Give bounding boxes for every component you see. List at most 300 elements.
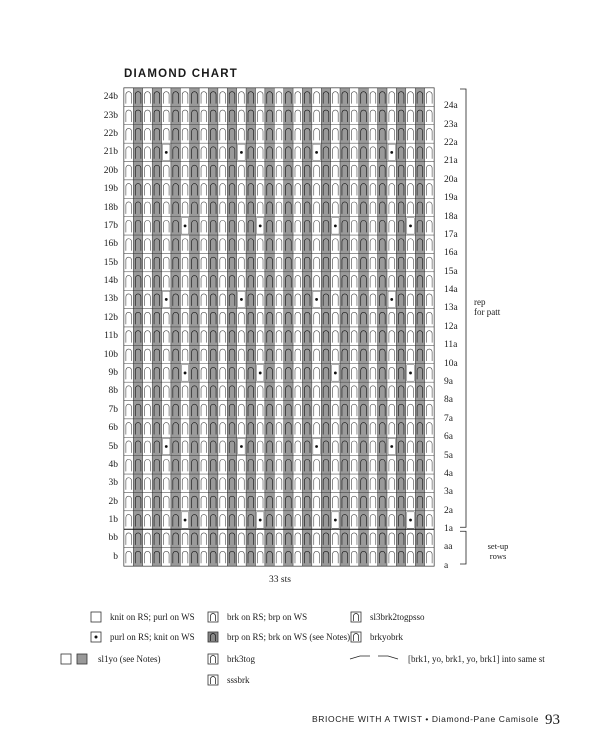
row-label-right: 18a xyxy=(444,211,458,222)
chart-cell xyxy=(396,456,405,474)
chart-cell xyxy=(349,419,358,437)
chart-cell xyxy=(124,290,133,308)
chart-cell xyxy=(209,548,218,566)
chart-cell xyxy=(368,88,377,106)
chart-cell xyxy=(312,235,321,253)
chart-cell xyxy=(246,106,255,124)
chart-cell xyxy=(425,309,434,327)
chart-cell xyxy=(425,327,434,345)
chart-cell xyxy=(171,419,180,437)
chart-cell xyxy=(218,364,227,382)
chart-cell xyxy=(406,253,415,271)
chart-cell xyxy=(340,474,349,492)
chart-cell xyxy=(209,511,218,529)
chart-cell xyxy=(321,382,330,400)
chart-cell xyxy=(171,456,180,474)
purl-dot-mark xyxy=(240,298,243,301)
chart-cell xyxy=(340,253,349,271)
chart-cell xyxy=(218,290,227,308)
chart-cell xyxy=(302,345,311,363)
chart-cell xyxy=(237,272,246,290)
chart-cell xyxy=(218,437,227,455)
chart-cell xyxy=(368,180,377,198)
chart-cell xyxy=(143,401,152,419)
chart-cell xyxy=(227,401,236,419)
chart-cell xyxy=(284,419,293,437)
chart-cell xyxy=(284,106,293,124)
chart-cell xyxy=(133,474,142,492)
chart-cell xyxy=(274,345,283,363)
chart-cell xyxy=(340,401,349,419)
chart-cell xyxy=(265,382,274,400)
chart-cell xyxy=(180,309,189,327)
chart-cell xyxy=(274,88,283,106)
chart-cell xyxy=(246,382,255,400)
chart-cell xyxy=(227,162,236,180)
chart-cell xyxy=(359,382,368,400)
chart-cell xyxy=(312,456,321,474)
chart-cell xyxy=(246,253,255,271)
chart-cell xyxy=(387,419,396,437)
chart-cell xyxy=(284,401,293,419)
chart-cell xyxy=(124,382,133,400)
chart-cell xyxy=(143,437,152,455)
chart-cell xyxy=(378,180,387,198)
chart-cell xyxy=(199,529,208,547)
bracket-5-icon xyxy=(348,653,400,665)
chart-cell xyxy=(162,106,171,124)
chart-cell xyxy=(227,327,236,345)
chart-cell xyxy=(162,364,171,382)
chart-cell xyxy=(340,180,349,198)
row-label-right: 11a xyxy=(444,340,458,351)
chart-cell xyxy=(284,548,293,566)
chart-cell xyxy=(190,345,199,363)
chart-cell xyxy=(237,106,246,124)
chart-cell xyxy=(256,419,265,437)
chart-cell xyxy=(265,106,274,124)
chart-cell xyxy=(274,253,283,271)
chart-cell xyxy=(425,235,434,253)
chart-cell xyxy=(133,401,142,419)
row-label-right: 13a xyxy=(444,303,458,314)
chart-cell xyxy=(312,327,321,345)
chart-cell xyxy=(368,217,377,235)
chart-cell xyxy=(378,382,387,400)
chart-cell xyxy=(171,162,180,180)
chart-cell xyxy=(293,162,302,180)
chart-cell xyxy=(180,345,189,363)
chart-cell xyxy=(378,106,387,124)
chart-cell xyxy=(321,253,330,271)
chart-cell xyxy=(227,511,236,529)
chart-cell xyxy=(387,364,396,382)
chart-cell xyxy=(180,401,189,419)
row-label-right: 12a xyxy=(444,321,458,332)
chart-cell xyxy=(302,143,311,161)
chart-cell xyxy=(199,456,208,474)
chart-cell xyxy=(171,290,180,308)
chart-cell xyxy=(152,529,161,547)
chart-cell xyxy=(227,235,236,253)
row-label-left: b xyxy=(113,551,118,562)
chart-cell xyxy=(190,437,199,455)
chart-cell xyxy=(359,548,368,566)
chart-cell xyxy=(302,217,311,235)
row-label-left: bb xyxy=(108,533,118,544)
chart-cell xyxy=(359,180,368,198)
chart-cell xyxy=(349,253,358,271)
legend-text: brkyobrk xyxy=(370,632,403,642)
chart-cell xyxy=(274,235,283,253)
chart-cell xyxy=(284,492,293,510)
chart-cell xyxy=(265,198,274,216)
chart-cell xyxy=(302,401,311,419)
chart-cell xyxy=(359,143,368,161)
chart-cell xyxy=(124,511,133,529)
chart-cell xyxy=(180,272,189,290)
page-number: 93 xyxy=(545,712,560,728)
chart-cell xyxy=(218,162,227,180)
chart-cell xyxy=(152,180,161,198)
chart-cell xyxy=(406,88,415,106)
row-label-left: 11b xyxy=(104,331,118,342)
chart-cell xyxy=(162,272,171,290)
chart-cell xyxy=(162,529,171,547)
chart-cell xyxy=(396,180,405,198)
chart-cell xyxy=(227,143,236,161)
chart-cell xyxy=(293,401,302,419)
chart-cell xyxy=(415,437,424,455)
chart-cell xyxy=(143,419,152,437)
chart-cell xyxy=(124,309,133,327)
chart-cell xyxy=(368,456,377,474)
chart-cell xyxy=(237,548,246,566)
chart-cell xyxy=(331,88,340,106)
chart-cell xyxy=(302,529,311,547)
row-label-right: 15a xyxy=(444,266,458,277)
chart-cell xyxy=(180,143,189,161)
chart-cell xyxy=(152,272,161,290)
row-label-left: 24b xyxy=(103,92,118,103)
rep-label-line: for patt xyxy=(474,307,501,317)
chart-cell xyxy=(312,180,321,198)
chart-cell xyxy=(321,180,330,198)
legend-text: sl1yo (see Notes) xyxy=(98,654,161,664)
chart-cell xyxy=(396,327,405,345)
chart-cell xyxy=(425,290,434,308)
chart-cell xyxy=(340,419,349,437)
sssbrk-icon xyxy=(207,674,221,686)
chart-cell xyxy=(378,419,387,437)
chart-cell xyxy=(265,437,274,455)
chart-cell xyxy=(190,217,199,235)
chart-cell xyxy=(218,88,227,106)
chart-cell xyxy=(133,290,142,308)
purl-dot-mark xyxy=(259,372,262,375)
chart-cell xyxy=(246,180,255,198)
chart-cell xyxy=(152,290,161,308)
chart-cell xyxy=(321,198,330,216)
chart-cell xyxy=(340,492,349,510)
chart-cell xyxy=(209,235,218,253)
chart-cell xyxy=(321,529,330,547)
chart-cell xyxy=(368,143,377,161)
chart-cell xyxy=(256,456,265,474)
purl-dot-mark xyxy=(409,224,412,227)
chart-cell xyxy=(368,198,377,216)
chart-cell xyxy=(284,253,293,271)
chart-cell xyxy=(218,106,227,124)
chart-cell xyxy=(227,419,236,437)
chart-cell xyxy=(162,253,171,271)
chart-cell xyxy=(378,125,387,143)
chart-cell xyxy=(162,511,171,529)
chart-cell xyxy=(368,492,377,510)
chart-cell xyxy=(152,253,161,271)
chart-cell xyxy=(349,437,358,455)
chart-cell xyxy=(190,143,199,161)
brk3tog-icon xyxy=(207,653,221,665)
chart-cell xyxy=(171,198,180,216)
chart-cell xyxy=(331,125,340,143)
chart-cell xyxy=(152,143,161,161)
chart-cell xyxy=(256,272,265,290)
knit-square-icon xyxy=(90,611,104,623)
chart-cell xyxy=(302,437,311,455)
chart-cell xyxy=(162,456,171,474)
chart-cell xyxy=(359,290,368,308)
chart-cell xyxy=(349,290,358,308)
chart-cell xyxy=(265,290,274,308)
chart-cell xyxy=(293,235,302,253)
chart-cell xyxy=(171,253,180,271)
chart-cell xyxy=(406,456,415,474)
chart-cell xyxy=(359,309,368,327)
row-label-right: 21a xyxy=(444,156,458,167)
chart-cell xyxy=(237,345,246,363)
chart-cell xyxy=(218,125,227,143)
row-label-right: 7a xyxy=(444,413,453,424)
running-head: BRIOCHE WITH A TWIST • Diamond-Pane Camisole xyxy=(312,714,539,724)
chart-cell xyxy=(265,364,274,382)
chart-cell xyxy=(209,474,218,492)
chart-cell xyxy=(349,198,358,216)
chart-cell xyxy=(199,253,208,271)
chart-cell xyxy=(171,125,180,143)
chart-cell xyxy=(152,401,161,419)
chart-cell xyxy=(312,309,321,327)
chart-cell xyxy=(312,401,321,419)
row-label-right: 5a xyxy=(444,450,453,461)
chart-cell xyxy=(406,309,415,327)
chart-cell xyxy=(256,548,265,566)
purl-dot-mark xyxy=(334,372,337,375)
chart-cell xyxy=(406,492,415,510)
chart-cell xyxy=(293,345,302,363)
chart-cell xyxy=(312,88,321,106)
row-label-left: 20b xyxy=(103,165,118,176)
chart-cell xyxy=(368,529,377,547)
chart-cell xyxy=(133,309,142,327)
chart-cell xyxy=(284,511,293,529)
chart-cell xyxy=(274,180,283,198)
chart-cell xyxy=(312,162,321,180)
chart-cell xyxy=(265,162,274,180)
chart-cell xyxy=(331,474,340,492)
chart-cell xyxy=(396,364,405,382)
chart-cell xyxy=(378,456,387,474)
chart-cell xyxy=(180,290,189,308)
chart-cell xyxy=(143,548,152,566)
chart-cell xyxy=(227,492,236,510)
row-label-right: 19a xyxy=(444,193,458,204)
chart-cell xyxy=(171,180,180,198)
chart-cell xyxy=(321,511,330,529)
chart-cell xyxy=(387,548,396,566)
chart-cell xyxy=(227,529,236,547)
setup-label-line: rows xyxy=(489,550,507,561)
chart-cell xyxy=(396,401,405,419)
purl-dot-mark xyxy=(184,519,187,522)
chart-cell xyxy=(171,437,180,455)
chart-cell xyxy=(124,419,133,437)
chart-cell xyxy=(143,309,152,327)
chart-cell xyxy=(265,180,274,198)
chart-cell xyxy=(321,548,330,566)
row-label-left: 14b xyxy=(103,276,118,287)
chart-cell xyxy=(425,492,434,510)
chart-cell xyxy=(302,106,311,124)
chart-cell xyxy=(124,474,133,492)
chart-cell xyxy=(133,345,142,363)
chart-cell xyxy=(293,143,302,161)
chart-cell xyxy=(406,180,415,198)
chart-cell xyxy=(340,437,349,455)
chart-cell xyxy=(180,327,189,345)
row-label-left: 15b xyxy=(103,257,118,268)
chart-cell xyxy=(274,492,283,510)
chart-cell xyxy=(368,235,377,253)
chart-cell xyxy=(368,419,377,437)
chart-cell xyxy=(246,419,255,437)
chart-cell xyxy=(302,327,311,345)
chart-cell xyxy=(209,364,218,382)
chart-cell xyxy=(218,456,227,474)
chart-cell xyxy=(218,511,227,529)
chart-cell xyxy=(274,217,283,235)
chart-cell xyxy=(124,272,133,290)
chart-cell xyxy=(237,419,246,437)
chart-cell xyxy=(415,253,424,271)
chart-cell xyxy=(152,511,161,529)
chart-cell xyxy=(293,217,302,235)
chart-cell xyxy=(321,290,330,308)
chart-cell xyxy=(227,88,236,106)
legend-text: sl3brk2togpsso xyxy=(370,612,425,622)
chart-cell xyxy=(265,474,274,492)
row-label-right: 2a xyxy=(444,505,453,516)
chart-cell xyxy=(284,88,293,106)
chart-cell xyxy=(321,106,330,124)
chart-cell xyxy=(190,253,199,271)
chart-cell xyxy=(396,198,405,216)
chart-cell xyxy=(284,198,293,216)
chart-cell xyxy=(359,364,368,382)
chart-cell xyxy=(274,401,283,419)
chart-cell xyxy=(302,253,311,271)
chart-cell xyxy=(349,401,358,419)
chart-cell xyxy=(302,492,311,510)
chart-cell xyxy=(284,327,293,345)
chart-cell xyxy=(349,180,358,198)
chart-cell xyxy=(218,235,227,253)
chart-cell xyxy=(302,474,311,492)
row-label-right: 6a xyxy=(444,432,453,443)
chart-cell xyxy=(415,290,424,308)
chart-cell xyxy=(340,125,349,143)
chart-cell xyxy=(415,106,424,124)
chart-cell xyxy=(293,180,302,198)
chart-cell xyxy=(162,88,171,106)
chart-cell xyxy=(143,382,152,400)
chart-cell xyxy=(406,474,415,492)
chart-cell xyxy=(349,327,358,345)
chart-cell xyxy=(256,309,265,327)
chart-cell xyxy=(387,217,396,235)
chart-cell xyxy=(265,253,274,271)
chart-cell xyxy=(293,437,302,455)
chart-cell xyxy=(406,327,415,345)
chart-cell xyxy=(133,437,142,455)
chart-cell xyxy=(190,474,199,492)
chart-cell xyxy=(237,253,246,271)
chart-cell xyxy=(349,88,358,106)
chart-cell xyxy=(227,290,236,308)
chart-cell xyxy=(331,309,340,327)
chart-cell xyxy=(246,290,255,308)
chart-cell xyxy=(246,125,255,143)
chart-cell xyxy=(396,290,405,308)
chart-cell xyxy=(152,474,161,492)
chart-cell xyxy=(359,474,368,492)
chart-cell xyxy=(321,125,330,143)
chart-cell xyxy=(340,548,349,566)
row-label-left: 19b xyxy=(103,184,118,195)
chart-cell xyxy=(312,548,321,566)
chart-cell xyxy=(425,272,434,290)
chart-cell xyxy=(331,272,340,290)
chart-cell xyxy=(415,162,424,180)
chart-cell xyxy=(124,492,133,510)
chart-cell xyxy=(406,198,415,216)
chart-cell xyxy=(209,456,218,474)
chart-cell xyxy=(237,125,246,143)
chart-cell xyxy=(387,125,396,143)
chart-cell xyxy=(124,253,133,271)
chart-cell xyxy=(284,272,293,290)
chart-cell xyxy=(331,401,340,419)
chart-cell xyxy=(218,419,227,437)
chart-cell xyxy=(143,180,152,198)
chart-cell xyxy=(227,382,236,400)
purl-dot-mark xyxy=(390,445,393,448)
chart-cell xyxy=(256,180,265,198)
chart-cell xyxy=(199,143,208,161)
chart-cell xyxy=(396,474,405,492)
chart-cell xyxy=(227,456,236,474)
chart-cell xyxy=(312,253,321,271)
